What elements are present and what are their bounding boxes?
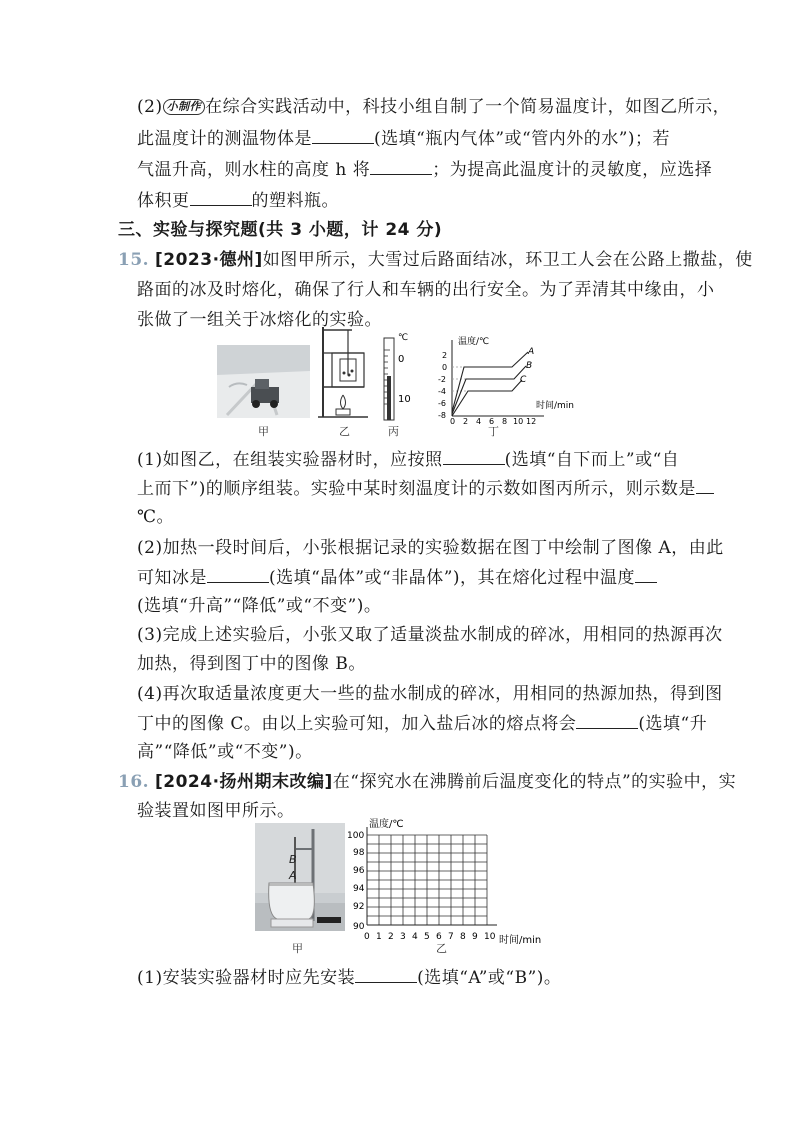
grid-xtick: 2 [388, 932, 394, 942]
q14-part2-line1 [137, 96, 730, 118]
snow-truck-photo [217, 345, 310, 418]
photo-label-a: A [289, 869, 297, 882]
answer-blank[interactable] [355, 966, 417, 983]
question-number: 15. [118, 250, 150, 270]
q15-line1 [118, 249, 753, 271]
curve-label-c: C [520, 375, 527, 385]
graph-ytick: 0 [442, 363, 448, 372]
q14-part2-line2 [137, 127, 670, 150]
graph-ylabel: 温度/℃ [458, 337, 490, 347]
q15-text: (选填“自下而上”或“自 [504, 450, 680, 470]
q15-part1-line3: ℃。 [137, 507, 175, 527]
graph-xtick: 10 [513, 417, 524, 426]
q15-text: (选填“晶体”或“非晶体”)，其在熔化过程中温度 [269, 568, 636, 588]
q15-part3-line1: (3)完成上述实验后，小张又取了适量淡盐水制成的碎冰，用相同的热源再次 [137, 625, 723, 645]
thermometer-unit: ℃ [398, 333, 409, 343]
q14-text: (选填“瓶内气体”或“管内外的水”)；若 [374, 129, 671, 149]
q15-part2-line1: (2)加热一段时间后，小张根据记录的实验数据在图丁中绘制了图像 A，由此 [137, 538, 724, 558]
melting-graph [432, 330, 592, 425]
q14-text: ；为提高此温度计的灵敏度，应选择 [432, 160, 713, 180]
graph-ytick: -4 [438, 387, 446, 396]
q14-text: 此温度计的测温物体是 [137, 129, 312, 149]
grid-xtick: 10 [484, 932, 496, 942]
graph-ytick: -6 [438, 399, 446, 408]
q15-line3: 张做了一组关于冰熔化的实验。 [137, 310, 382, 330]
curve-a [452, 352, 528, 412]
q16-part1 [137, 966, 561, 989]
melting-graph-svg [432, 330, 592, 425]
thermometer-tick-10: 10 [398, 394, 411, 405]
kettle-photo [255, 823, 345, 931]
q15-part3-line2: 加热，得到图丁中的图像 B。 [137, 654, 366, 674]
q14-part2-line4 [137, 189, 339, 212]
q14-part2-line3 [137, 158, 712, 181]
q15-part4-line3: 高”“降低”或“不变”)。 [137, 742, 313, 762]
graph-xtick: 12 [526, 417, 537, 426]
snow-truck-image [217, 345, 310, 418]
q15-part1-line1 [137, 448, 679, 471]
fig-label-ding: 丁 [488, 425, 499, 438]
q15-text: 可知冰是 [137, 568, 207, 588]
graph-ytick: -8 [438, 411, 446, 420]
curve-label-b: B [526, 361, 533, 371]
grid-ytick: 94 [353, 884, 365, 894]
answer-blank[interactable] [370, 158, 432, 175]
fig-label-jia: 甲 [258, 425, 269, 438]
q16-line2: 验装置如图甲所示。 [137, 801, 295, 821]
q15-part2-line3: (选填“升高”“降低”或“不变”)。 [137, 596, 382, 616]
photo-label-b: B [289, 853, 297, 866]
q15-part4-line2 [137, 712, 707, 735]
grid-ytick: 92 [353, 902, 365, 912]
grid-xtick: 7 [448, 932, 454, 942]
graph-xtick: 8 [502, 417, 508, 426]
graph-xtick: 0 [450, 417, 456, 426]
curve-label-a: A [528, 347, 535, 357]
graph-xlabel: 时间/min [536, 401, 575, 411]
fig16-label-yi: 乙 [436, 942, 447, 955]
grid-ytick: 90 [353, 922, 365, 932]
q14-text: 在综合实践活动中，科技小组自制了一个简易温度计，如图乙所示， [205, 97, 731, 117]
heating-apparatus [318, 325, 368, 422]
answer-blank[interactable] [576, 712, 638, 729]
q15-text: (1)如图乙，在组装实验器材时，应按照 [137, 450, 443, 470]
q15-part2-line2 [137, 566, 657, 589]
fig-label-yi: 乙 [339, 425, 350, 438]
grid-xtick: 8 [460, 932, 466, 942]
grid-xtick: 3 [400, 932, 406, 942]
q15-line2: 路面的冰及时熔化，确保了行人和车辆的出行安全。为了弄清其中缘由，小 [137, 280, 715, 300]
question-source: [2023·德州] [154, 250, 263, 270]
grid-xtick: 6 [436, 932, 442, 942]
curve-b [452, 366, 526, 414]
q16-text: (1)安装实验器材时应先安装 [137, 968, 356, 988]
small-project-stamp: 小制作 [163, 99, 206, 115]
grid-xtick: 9 [472, 932, 478, 942]
grid-xtick: 5 [424, 932, 430, 942]
q14-text: 的塑料瓶。 [251, 191, 339, 211]
q16-line1 [118, 771, 736, 793]
grid-xtick: 4 [412, 932, 418, 942]
grid-xlabel: 时间/min [499, 935, 542, 946]
q15-text: 丁中的图像 C。由以上实验可知，加入盐后冰的熔点将会 [137, 714, 577, 734]
q15-part1-line2 [137, 477, 714, 500]
boiling-grid-svg [345, 815, 555, 946]
thermometer-drawing [376, 330, 416, 422]
grid-ytick: 100 [347, 831, 365, 841]
part-number: (2) [137, 97, 163, 117]
graph-xtick: 6 [489, 417, 495, 426]
q15-text: (选填“升 [638, 714, 708, 734]
graph-ytick: -2 [438, 375, 446, 384]
graph-xtick: 2 [463, 417, 469, 426]
section-title: 三、实验与探究题(共 3 小题，计 24 分) [118, 220, 443, 240]
answer-blank[interactable] [696, 477, 714, 494]
q15-text: 上而下”)的顺序组装。实验中某时刻温度计的示数如图丙所示，则示数是 [137, 479, 696, 499]
answer-blank[interactable] [635, 566, 657, 583]
grid-ylabel: 温度/℃ [369, 819, 404, 830]
graph-ytick: 2 [442, 351, 448, 360]
grid-ytick: 96 [353, 866, 365, 876]
curve-c [452, 380, 522, 416]
question-number: 16. [118, 772, 150, 792]
answer-blank[interactable] [190, 189, 252, 206]
question-source: [2024·扬州期末改编] [154, 772, 333, 792]
grid-xtick: 1 [376, 932, 382, 942]
answer-blank[interactable] [443, 448, 505, 465]
grid-ytick: 98 [353, 848, 365, 858]
fig-label-bing: 丙 [388, 425, 399, 438]
q14-text: 气温升高，则水柱的高度 h 将 [137, 160, 371, 180]
q14-text: 体积更 [137, 191, 190, 211]
fig16-label-jia: 甲 [292, 942, 303, 955]
answer-blank[interactable] [312, 127, 374, 144]
grid-xtick: 0 [364, 932, 370, 942]
kettle-image [255, 823, 345, 931]
thermometer-scale [376, 330, 416, 422]
thermometer-tick-0: 0 [398, 354, 405, 365]
graph-xtick: 4 [476, 417, 482, 426]
q16-text: 在“探究水在沸腾前后温度变化的特点”的实验中，实 [332, 772, 737, 792]
apparatus-drawing [318, 325, 368, 422]
answer-blank[interactable] [207, 566, 269, 583]
q15-part4-line1: (4)再次取适量浓度更大一些的盐水制成的碎冰，用相同的热源加热，得到图 [137, 684, 723, 704]
q16-text: (选填“A”或“B”)。 [417, 968, 562, 988]
boiling-grid-chart [345, 815, 555, 946]
q15-text: 如图甲所示，大雪过后路面结冰，环卫工人会在公路上撒盐，使 [262, 250, 753, 270]
